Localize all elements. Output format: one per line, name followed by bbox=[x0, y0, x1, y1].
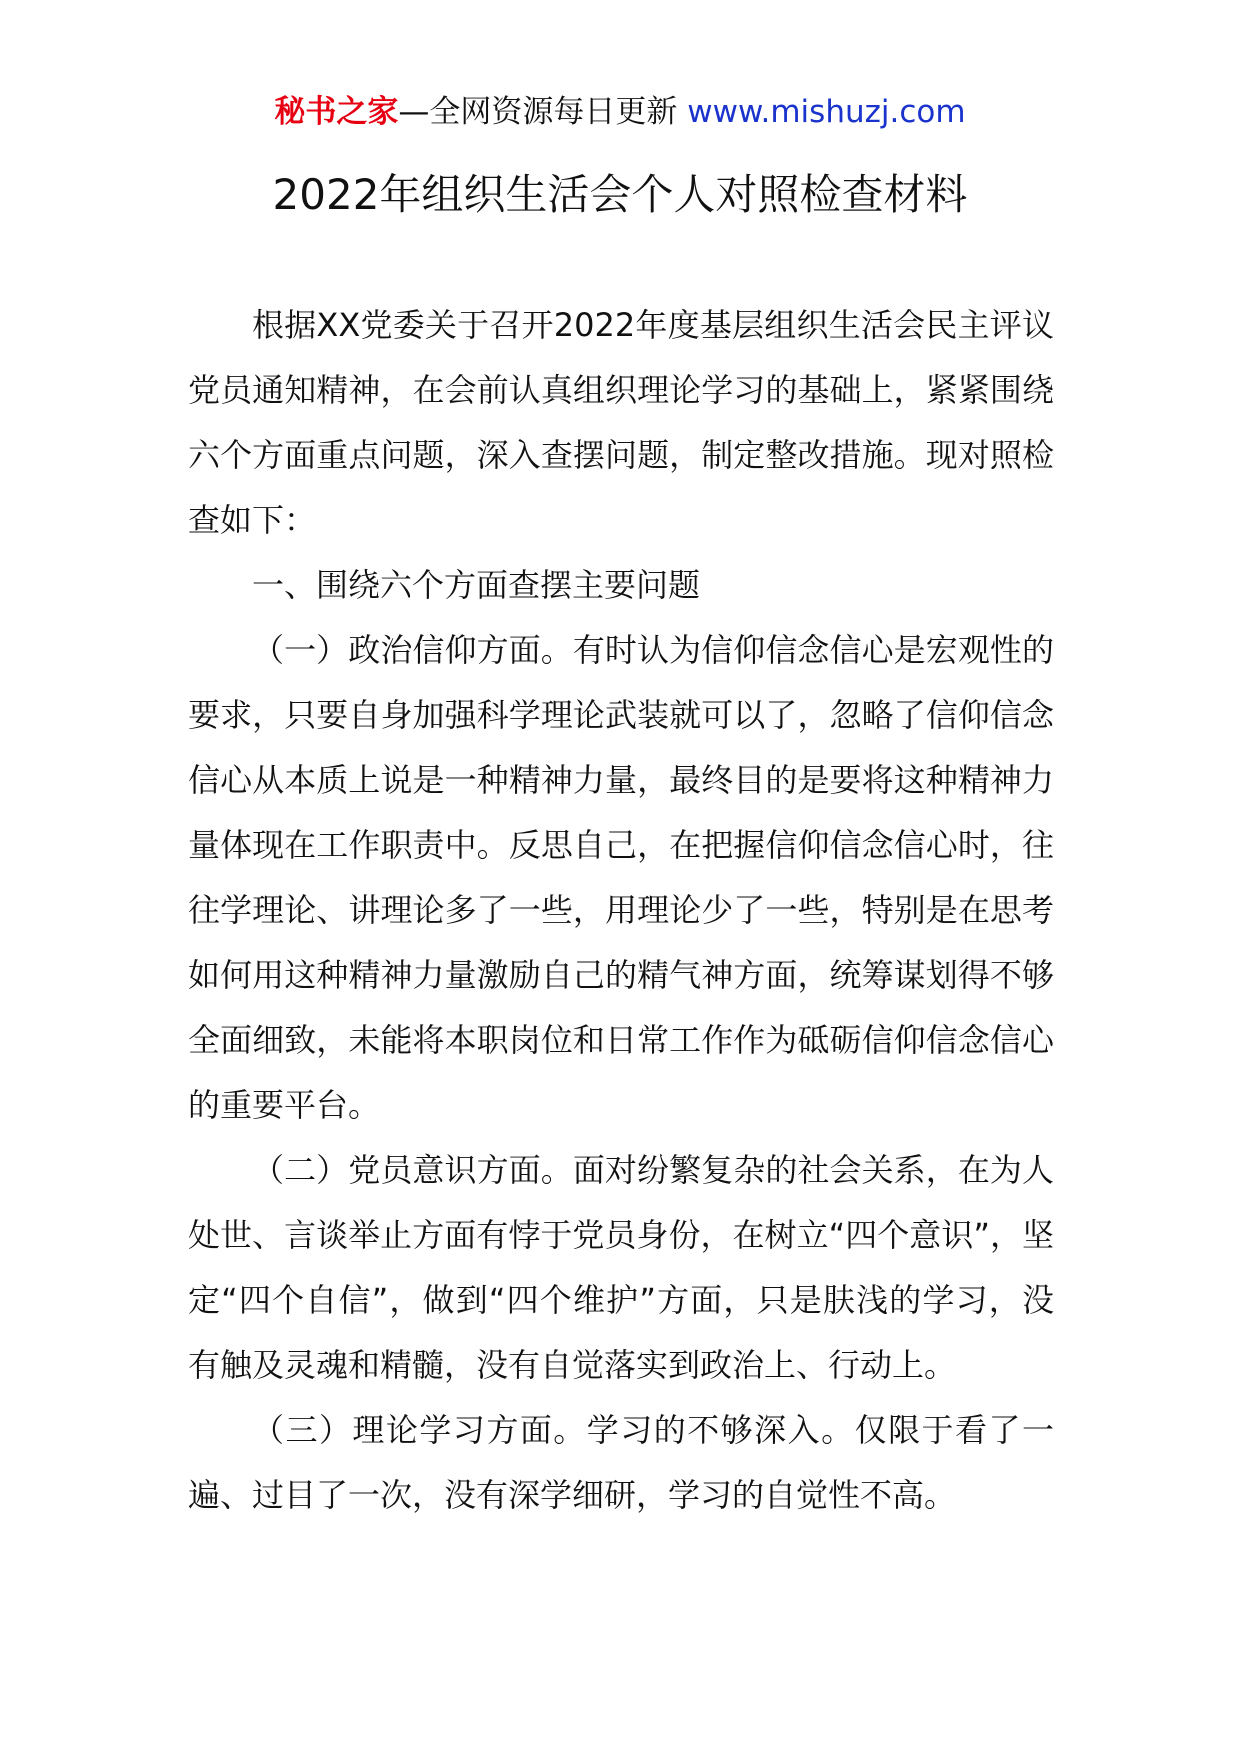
intro-paragraph: 根据XX党委关于召开2022年度基层组织生活会民主评议党员通知精神，在会前认真组织理论学习的基础上，紧紧围绕六个方面重点问题，深入查摆问题，制定整改措施。现对照检查如下： bbox=[188, 306, 1054, 539]
paragraph-party-awareness: （二）党员意识方面。面对纷繁复杂的社会关系，在为人处世、言谈举止方面有悖于党员身份，在树立“四个意识”，坚定“四个自信”，做到“四个维护”方面，只是肤浅的学习，没有触及灵魂和精髓，没有自觉落实到政治上、行动上。 bbox=[188, 1151, 1054, 1384]
brand-tagline: —全网资源每日更新 bbox=[398, 94, 678, 130]
site-watermark-header bbox=[0, 92, 1240, 132]
paragraph-theory-study: （三）理论学习方面。学习的不够深入。仅限于看了一遍、过目了一次，没有深学细研，学习的自觉性不高。 bbox=[188, 1411, 1054, 1514]
document-body bbox=[188, 293, 1054, 1528]
section-heading: 一、围绕六个方面查摆主要问题 bbox=[252, 566, 701, 604]
brand-name: 秘书之家 bbox=[274, 94, 399, 130]
paragraph-political-belief: （一）政治信仰方面。有时认为信仰信念信心是宏观性的要求，只要自身加强科学理论武装就可以了，忽略了信仰信念信心从本质上说是一种精神力量，最终目的是要将这种精神力量体现在工作职责中。反思自己，在把握信仰信念信心时，往往学理论、讲理论多了一些，用理论少了一些，特别是在思考如何用这种精神力量激励自己的精气神方面，统筹谋划得不够全面细致，未能将本职岗位和日常工作作为砥砺信仰信念信心的重要平台。 bbox=[188, 631, 1054, 1124]
site-url-link[interactable]: www.mishuzj.com bbox=[687, 94, 966, 130]
document-title: 2022年组织生活会个人对照检查材料 bbox=[272, 170, 968, 219]
